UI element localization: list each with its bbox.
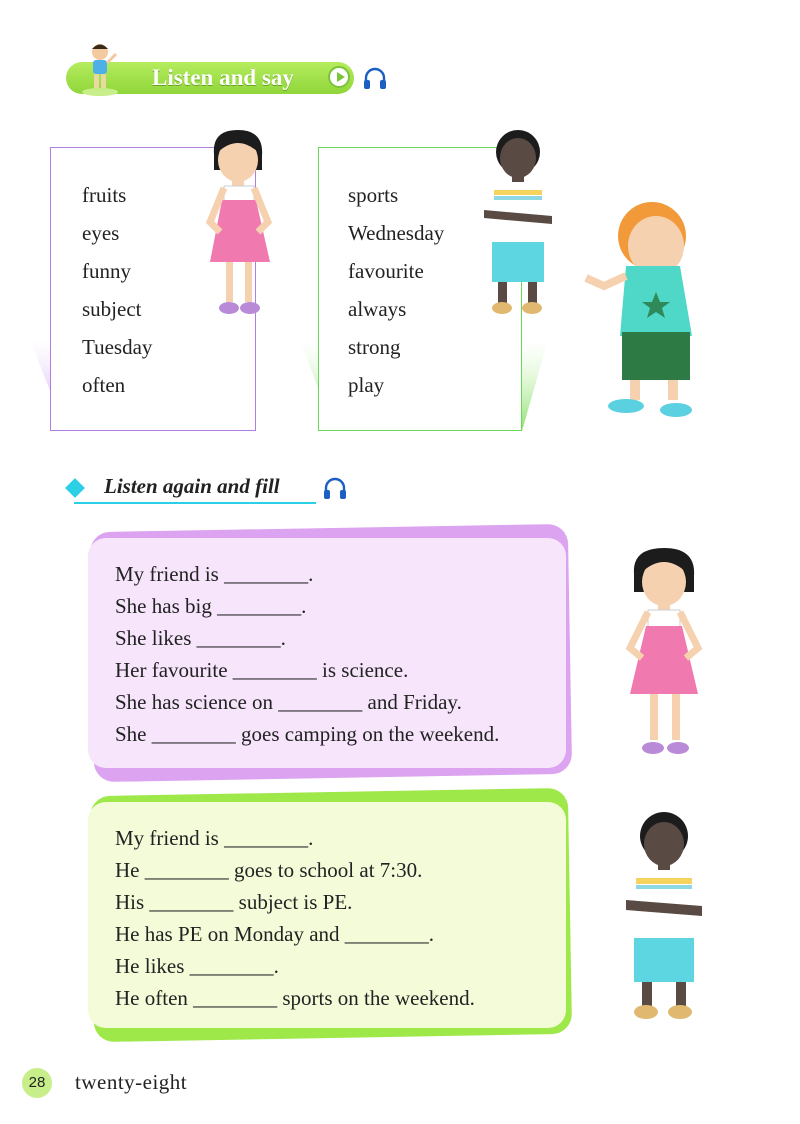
word-item: always xyxy=(348,297,407,321)
word-item: fruits xyxy=(82,183,127,207)
word-item: often xyxy=(82,373,126,397)
title-underline xyxy=(74,502,316,504)
girl-illustration-2 xyxy=(620,544,710,766)
section-title: Listen and say xyxy=(152,65,294,90)
fill-line: He likes ________. xyxy=(115,954,279,978)
boy-illustration xyxy=(478,124,558,320)
word-item: subject xyxy=(82,297,142,321)
fill-line: She has big ________. xyxy=(115,594,307,618)
word-item: sports xyxy=(348,183,399,207)
boy-mascot-icon xyxy=(78,40,124,98)
word-item: Wednesday xyxy=(348,221,445,245)
fill-lines-boy xyxy=(115,822,475,1014)
boy-illustration-2 xyxy=(620,806,706,1026)
fill-line: She likes ________. xyxy=(115,626,286,650)
page-number-word: twenty-eight xyxy=(75,1070,188,1094)
fill-box-green xyxy=(88,802,566,1028)
fill-line: My friend is ________. xyxy=(115,826,314,850)
fill-box-purple xyxy=(88,538,566,768)
fill-lines-girl xyxy=(115,558,499,750)
word-item: funny xyxy=(82,259,131,283)
girl-illustration xyxy=(200,126,280,320)
word-item: eyes xyxy=(82,221,120,245)
fill-line: He has PE on Monday and ________. xyxy=(115,922,435,946)
word-item: play xyxy=(348,373,385,397)
headphones-icon[interactable] xyxy=(322,476,348,500)
fill-line: He ________ goes to school at 7:30. xyxy=(115,858,423,882)
headphones-icon[interactable] xyxy=(362,66,388,90)
fill-line: Her favourite ________ is science. xyxy=(115,658,409,682)
fill-line: She has science on ________ and Friday. xyxy=(115,690,462,714)
word-item: Tuesday xyxy=(82,335,153,359)
word-item: favourite xyxy=(348,259,424,283)
red-haired-boy-illustration xyxy=(580,196,704,426)
word-item: strong xyxy=(348,335,401,359)
fill-line: My friend is ________. xyxy=(115,562,314,586)
fill-line: He often ________ sports on the weekend. xyxy=(115,986,475,1010)
fill-section-title: Listen again and fill xyxy=(104,474,280,498)
diamond-bullet-icon xyxy=(65,478,85,498)
word-list-left xyxy=(82,176,152,404)
play-icon[interactable] xyxy=(328,66,350,88)
word-list-right xyxy=(348,176,444,404)
fill-line: His ________ subject is PE. xyxy=(115,890,353,914)
fill-line: She ________ goes camping on the weekend. xyxy=(115,722,500,746)
page-number: 28 xyxy=(28,1074,46,1091)
